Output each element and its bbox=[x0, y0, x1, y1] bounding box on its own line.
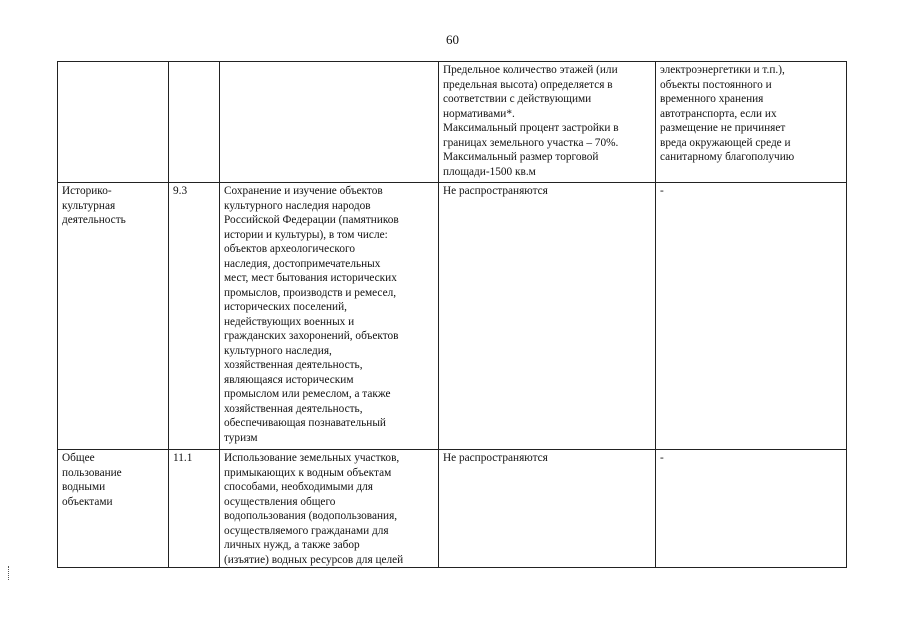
use-name-cell: Историко- культурная деятельность bbox=[58, 183, 169, 450]
use-code-cell bbox=[169, 62, 220, 183]
use-description-cell bbox=[220, 62, 439, 183]
table-row bbox=[58, 183, 847, 450]
build-parameters-cell: Предельное количество этажей (или предельная высота) определяется в соответствии с действующими нормативами*. Максимальный процент застройки в границах земельного участка – 70%. Максимальный размер торговой площади-1500 кв.м bbox=[439, 62, 656, 183]
use-code-cell: 11.1 bbox=[169, 450, 220, 568]
build-parameters-cell: Не распространяются bbox=[439, 183, 656, 450]
page-number: 60 bbox=[446, 32, 459, 47]
table-row bbox=[58, 450, 847, 568]
land-use-table bbox=[57, 61, 847, 568]
use-code-cell: 9.3 bbox=[169, 183, 220, 450]
restrictions-cell: - bbox=[656, 450, 847, 568]
restrictions-cell: - bbox=[656, 183, 847, 450]
table-row bbox=[58, 62, 847, 183]
use-description-cell: Использование земельных участков, примыкающих к водным объектам способами, необходимыми для осуществления общего водопользования (водопользования, осуществляемого гражданами для личных нужд, а также забор (изъятие) водных ресурсов для целей bbox=[220, 450, 439, 568]
build-parameters-cell: Не распространяются bbox=[439, 450, 656, 568]
restrictions-cell: электроэнергетики и т.п.), объекты постоянного и временного хранения автотранспорта, если их размещение не причиняет вреда окружающей среде и санитарному благополучию bbox=[656, 62, 847, 183]
use-name-cell: Общее пользование водными объектами bbox=[58, 450, 169, 568]
use-name-cell bbox=[58, 62, 169, 183]
scan-edge-mark bbox=[8, 566, 10, 580]
use-description-cell: Сохранение и изучение объектов культурного наследия народов Российской Федерации (памятников истории и культуры), в том числе: объектов археологического наследия, достопримечательных мест, мест бытования исторических промыслов, производств и ремесел, исторических поселений, недействующих военных и гражданских захоронений, объектов культурного наследия, хозяйственная деятельность, являющаяся историческим промыслом или ремеслом, а также хозяйственная деятельность, обеспечивающая познавательный туризм bbox=[220, 183, 439, 450]
